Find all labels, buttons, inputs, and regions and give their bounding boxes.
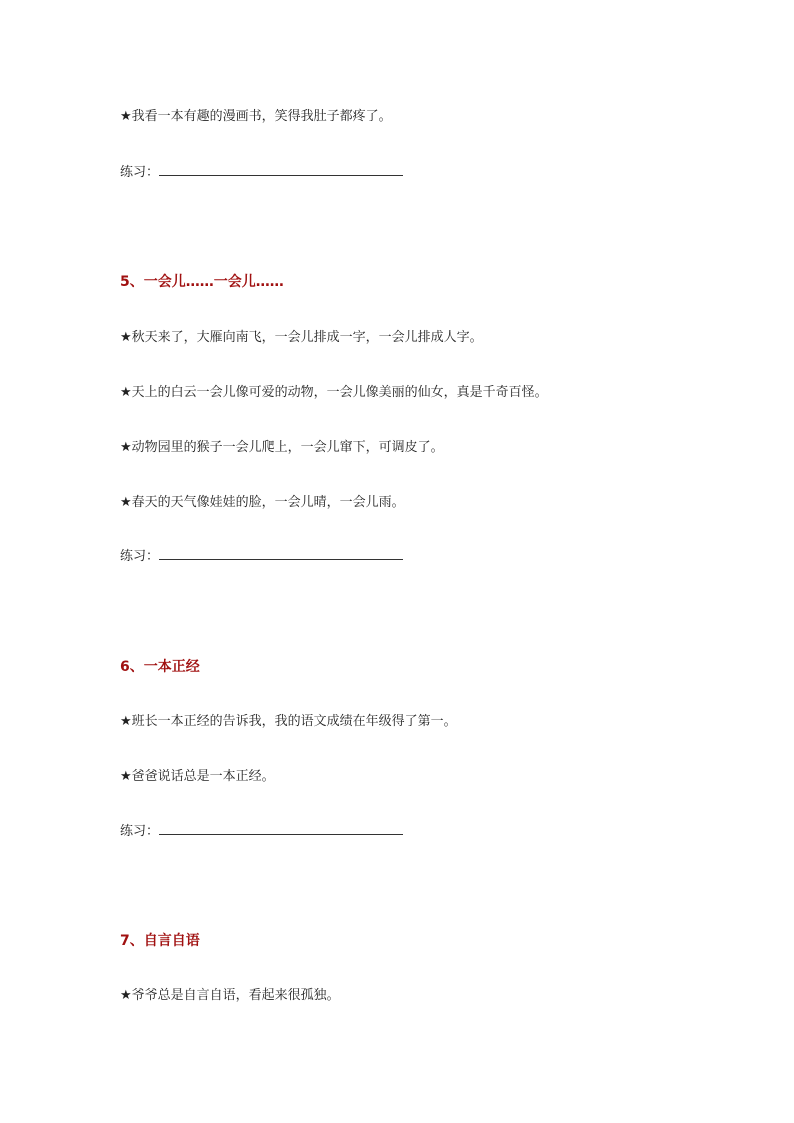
practice-label: 练习： (120, 824, 160, 839)
section-heading: 7、自言自语 (120, 933, 200, 949)
example-sentence: ★我看一本有趣的漫画书，笑得我肚子都疼了。 (120, 109, 392, 124)
example-sentence: ★秋天来了，大雁向南飞，一会儿排成一字，一会儿排成人字。 (120, 330, 483, 345)
section-heading: 5、一会儿……一会儿…… (120, 274, 284, 290)
answer-blank[interactable] (159, 823, 403, 835)
practice-line (120, 548, 403, 566)
section-heading: 6、一本正经 (120, 659, 200, 675)
answer-blank[interactable] (159, 548, 403, 560)
example-sentence: ★春天的天气像娃娃的脸，一会儿晴，一会儿雨。 (120, 495, 405, 510)
practice-line (120, 164, 403, 182)
practice-label: 练习： (120, 165, 160, 180)
practice-line (120, 823, 403, 841)
practice-label: 练习： (120, 549, 160, 564)
example-sentence: ★爸爸说话总是一本正经。 (120, 769, 275, 784)
example-sentence: ★班长一本正经的告诉我，我的语文成绩在年级得了第一。 (120, 714, 457, 729)
example-sentence: ★天上的白云一会儿像可爱的动物，一会儿像美丽的仙女，真是千奇百怪。 (120, 385, 548, 400)
answer-blank[interactable] (159, 164, 403, 176)
example-sentence: ★爷爷总是自言自语，看起来很孤独。 (120, 988, 340, 1003)
example-sentence: ★动物园里的猴子一会儿爬上，一会儿窜下，可调皮了。 (120, 440, 444, 455)
